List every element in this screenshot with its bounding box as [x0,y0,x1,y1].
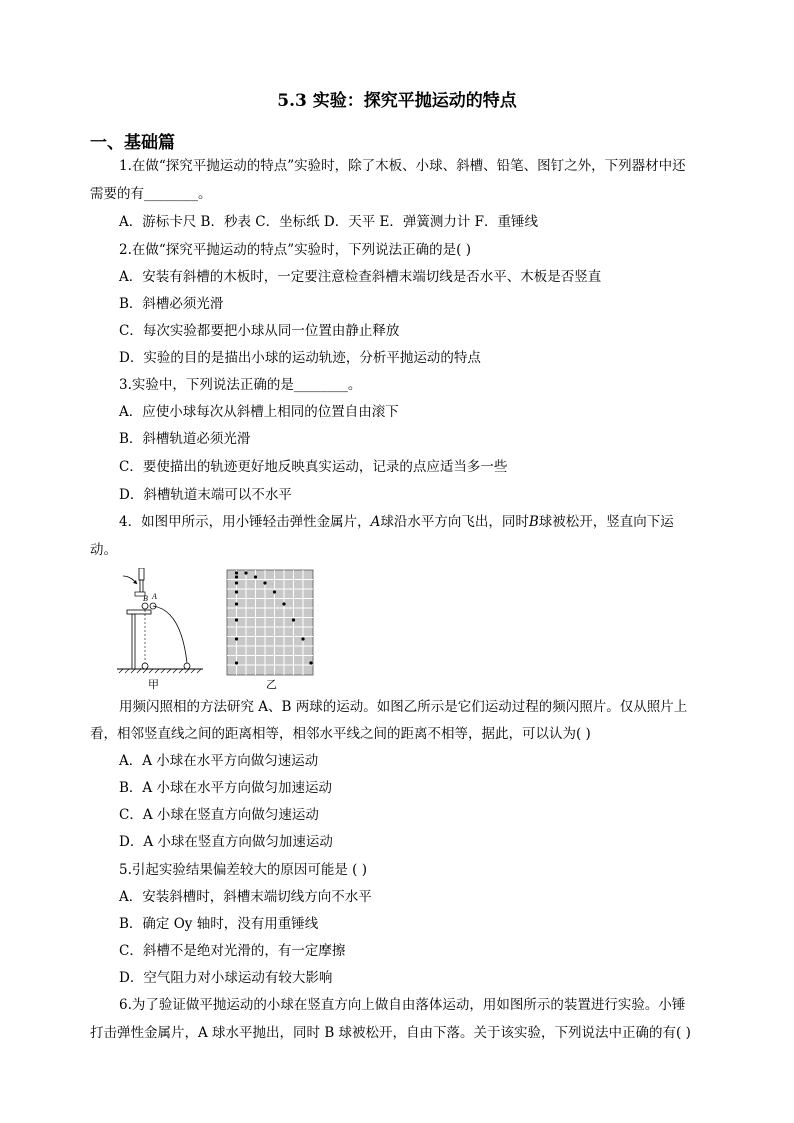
figure-jia-apparatus [117,568,203,673]
q1-stem-line1: 1.在做“探究平抛运动的特点”实验时，除了木板、小球、斜槽、铅笔、图钉之外，下列器材中还 [119,158,686,174]
q2-option-b: B．斜槽必须光滑 [119,296,224,312]
q3-option-c: C．要使描出的轨迹更好地反映真实运动，记录的点应适当多一些 [119,459,508,475]
q4-option-a: A．A 小球在水平方向做匀速运动 [119,753,319,769]
q4-figures [115,568,315,690]
q3-stem: 3.实验中，下列说法正确的是________。 [119,377,362,393]
q4-stem-part2: 球沿水平方向飞出，同时 [380,514,529,530]
q6-stem-line2: 打击弹性金属片，A 球水平抛出，同时 B 球被松开，自由下落。关于该实验，下列说法中正确的有( ) [90,1025,691,1041]
page-title: 5.3 实验：探究平抛运动的特点 [277,91,517,111]
figure-yi-caption: 乙 [266,678,277,691]
q2-stem: 2.在做“探究平抛运动的特点”实验时，下列说法正确的是( ) [119,242,472,258]
q4-stem-part1: 4．如图甲所示，用小锤轻击弹性金属片， [119,514,371,530]
q2-option-c: C．每次实验都要把小球从同一位置由静止释放 [119,323,400,339]
figure-yi-photo [227,570,313,675]
q6-stem-line1: 6.为了验证做平抛运动的小球在竖直方向上做自由落体运动，用如图所示的装置进行实验。小锤 [119,997,686,1013]
q4-para-line2: 看，相邻竖直线之间的距离相等，相邻水平线之间的距离不相等，据此，可以认为( ) [90,726,591,742]
q5-option-a: A．安装斜槽时，斜槽末端切线方向不水平 [119,889,372,905]
q4-figure-svg [115,568,315,690]
q5-option-b: B．确定 Oy 轴时，没有用重锤线 [119,916,319,932]
q4-ball-a-label: A [370,514,381,530]
q5-option-c: C．斜槽不是绝对光滑的，有一定摩擦 [119,943,346,959]
q1-stem-line2: 需要的有________。 [90,186,212,202]
q4-para-line1: 用频闪照相的方法研究 A、B 两球的运动。如图乙所示是它们运动过程的频闪照片。仅从照片上 [119,699,688,715]
q5-option-d: D．空气阻力对小球运动有较大影响 [119,970,333,986]
q3-option-b: B．斜槽轨道必须光滑 [119,431,251,447]
q3-option-a: A．应使小球每次从斜槽上相同的位置自由滚下 [119,404,399,420]
figure-jia-caption: 甲 [148,678,159,691]
q4-stem-line1 [119,513,674,531]
section-heading: 一、基础篇 [90,133,175,153]
fig-label-b: B [143,594,148,603]
q2-option-a: A．安装有斜槽的木板时，一定要注意检查斜槽末端切线是否水平、木板是否竖直 [119,269,602,285]
q4-option-c: C．A 小球在竖直方向做匀速运动 [119,807,319,823]
q1-options: A．游标卡尺 B．秒表 C．坐标纸 D．天平 E．弹簧测力计 F．重锤线 [119,214,539,230]
q4-stem-line2: 动。 [90,542,117,558]
q3-option-d: D．斜槽轨道末端可以不水平 [119,487,292,503]
q2-option-d: D．实验的目的是描出小球的运动轨迹，分析平抛运动的特点 [119,350,481,366]
q4-option-d: D．A 小球在竖直方向做匀加速运动 [119,834,333,850]
q4-ball-b-label: B [528,514,539,530]
q4-stem-part3: 球被松开，竖直向下运 [538,514,674,530]
q5-stem: 5.引起实验结果偏差较大的原因可能是 ( ) [119,862,367,878]
q4-option-b: B．A 小球在水平方向做匀加速运动 [119,780,332,796]
fig-label-a: A [152,592,157,601]
